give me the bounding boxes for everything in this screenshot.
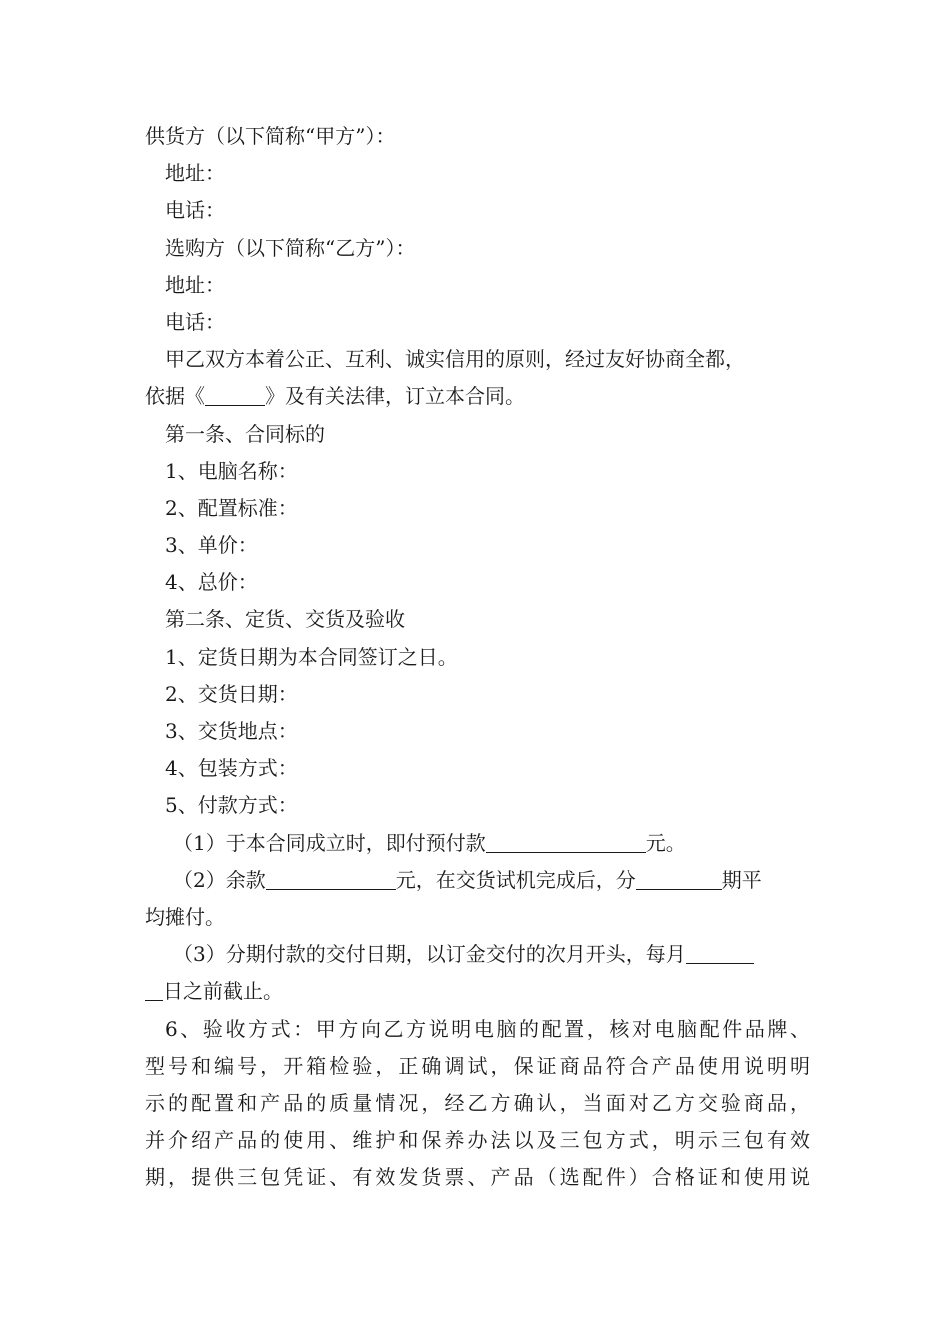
preamble-line-2-pre: 依据《 <box>145 384 205 409</box>
article-1-item-2: 2、配置标准： <box>165 495 298 520</box>
payment-clause-3-cont <box>145 973 810 1010</box>
buyer-phone: 电话： <box>165 309 225 334</box>
prepayment-blank <box>486 830 646 853</box>
inspection-line-3: 示的配置和产品的质量情况，经乙方确认，当面对乙方交验商品， <box>145 1090 810 1115</box>
article-1-item-1: 1、电脑名称： <box>165 458 298 483</box>
payment-clause-3 <box>145 936 810 973</box>
contract-text <box>145 118 810 1196</box>
law-name-blank <box>205 383 265 406</box>
inspection-line-4: 并介绍产品的使用、维护和保养办法以及三包方式，明示三包有效 <box>145 1128 810 1153</box>
payment-clause-1-post: 元。 <box>645 830 686 855</box>
payment-clause-2 <box>145 862 810 899</box>
preamble-line-2 <box>145 378 810 415</box>
payment-clause-1 <box>145 825 810 862</box>
due-day-blank-cont <box>145 978 163 1001</box>
buyer-heading: 选购方（以下简称“乙方”）： <box>165 235 416 260</box>
inspection-line-5: 期，提供三包凭证、有效发货票、产品（选配件）合格证和使用说 <box>145 1165 810 1190</box>
installments-blank <box>636 867 722 890</box>
preamble-line-1: 甲乙双方本着公正、互利、诚实信用的原则，经过友好协商全都， <box>165 347 745 372</box>
article-1-item-4: 4、总价： <box>165 570 258 595</box>
inspection-line-2: 型号和编号，开箱检验，正确调试，保证商品符合产品使用说明明 <box>145 1053 810 1078</box>
article-2-item-1: 1、定货日期为本合同签订之日。 <box>165 644 458 669</box>
supplier-heading: 供货方（以下简称“甲方”）： <box>145 124 396 148</box>
buyer-address: 地址： <box>165 272 225 297</box>
payment-clause-2-cont: 均摊付。 <box>145 904 225 929</box>
payment-clause-2-pre: （2）余款 <box>173 867 266 892</box>
payment-clause-3-pre: （3）分期付款的交付日期，以订金交付的次月开头，每月 <box>173 942 686 967</box>
article-2-heading: 第二条、定货、交货及验收 <box>165 607 405 632</box>
payment-clause-3-post: 日之前截止。 <box>163 979 283 1004</box>
article-2-item-3: 3、交货地点： <box>165 719 298 743</box>
payment-clause-2-post: 期平 <box>721 867 762 892</box>
payment-clause-2-mid: 元，在交货试机完成后，分 <box>395 867 636 892</box>
payment-clause-1-pre: （1）于本合同成立时，即付预付款 <box>173 830 486 855</box>
article-1-item-3: 3、单价： <box>165 533 258 558</box>
supplier-address: 地址： <box>165 161 225 186</box>
preamble-line-2-post: 》及有关法律，订立本合同。 <box>265 384 525 409</box>
due-day-blank <box>686 941 754 964</box>
inspection-line-1: 6、验收方式：甲方向乙方说明电脑的配置，核对电脑配件品牌、 <box>165 1016 810 1041</box>
supplier-phone: 电话： <box>165 198 225 223</box>
article-2-item-4: 4、包装方式： <box>165 756 298 781</box>
balance-blank <box>266 867 396 890</box>
article-1-heading: 第一条、合同标的 <box>165 421 325 446</box>
article-2-item-5: 5、付款方式： <box>165 793 298 818</box>
article-2-item-2: 2、交货日期： <box>165 681 298 706</box>
